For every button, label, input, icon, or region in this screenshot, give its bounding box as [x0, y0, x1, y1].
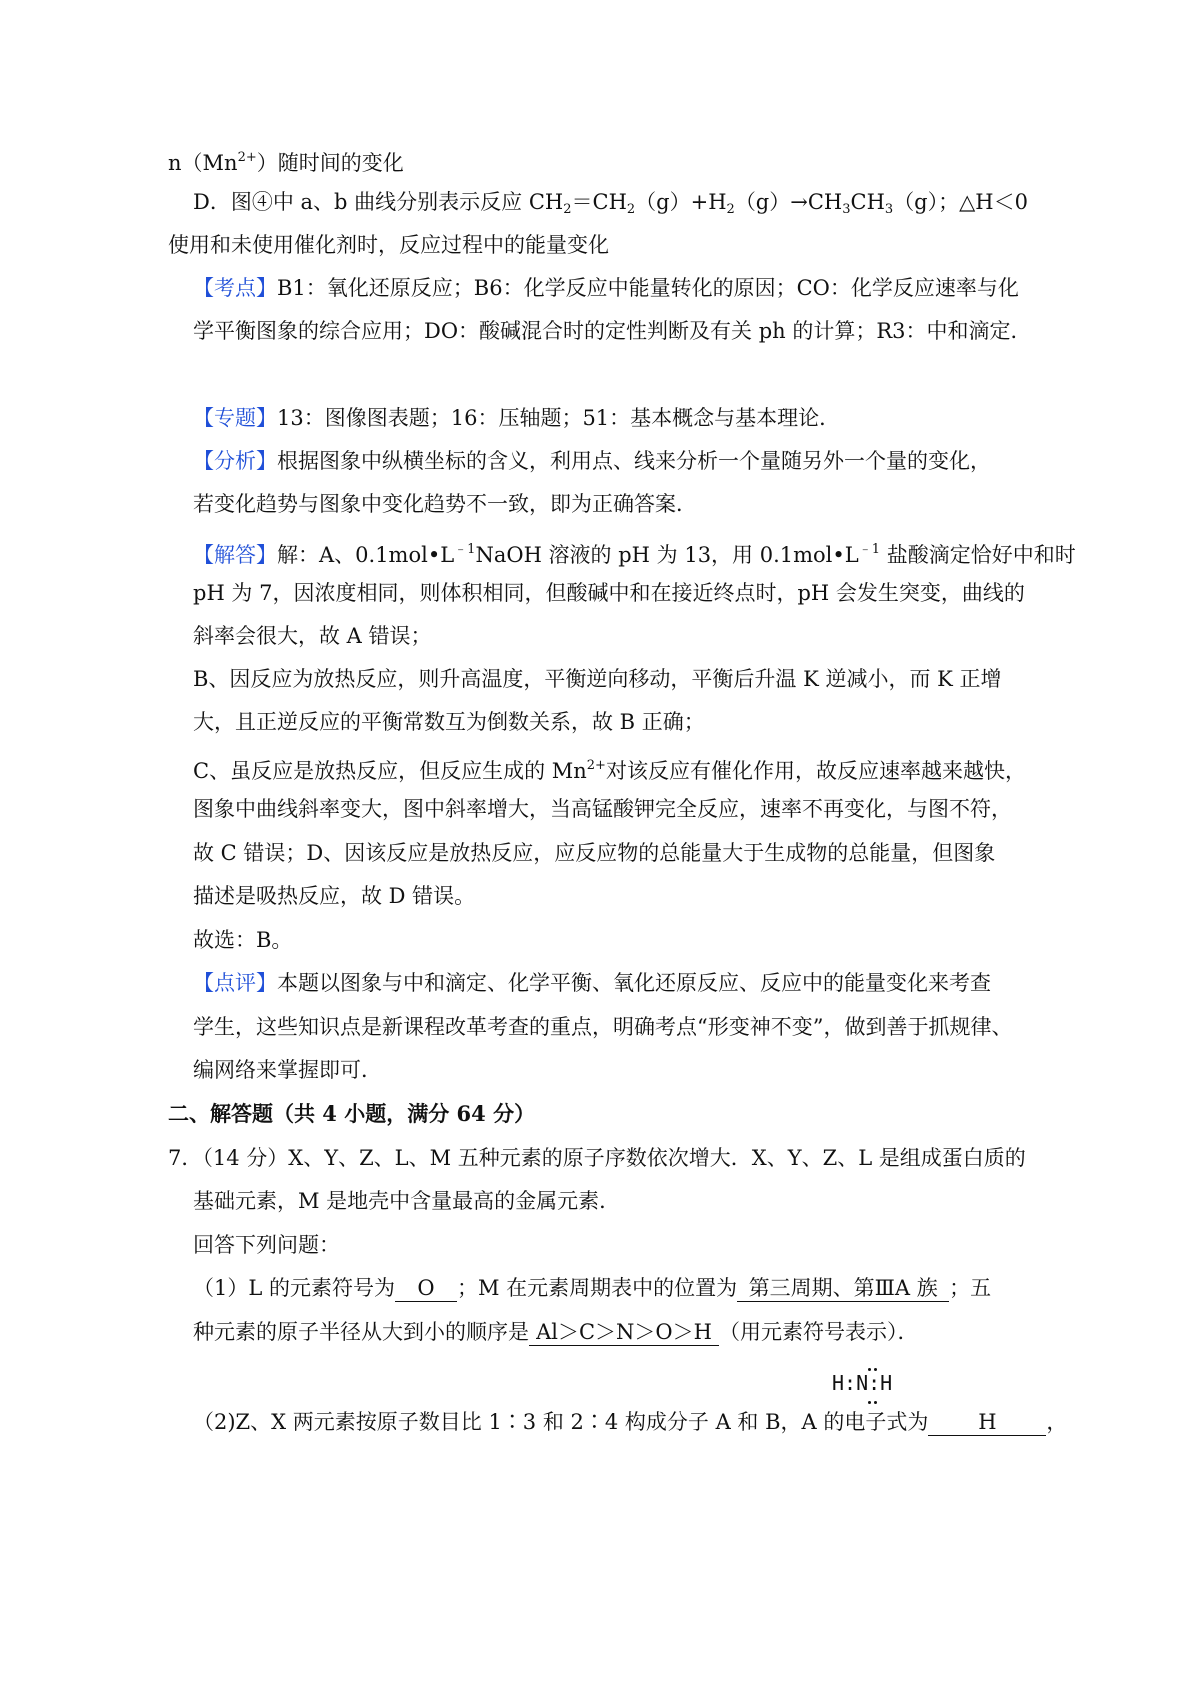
kaodian-line-1: [193, 273, 1019, 303]
superscript: ﹣1: [858, 542, 881, 557]
jieda-line-2: pH 为 7，因浓度相同，则体积相同，但酸碱中和在接近终点时，pH 会发生突变，曲线的: [193, 581, 1025, 605]
lewis-structure-bottom: H: [978, 1410, 997, 1434]
text-line: 使用和未使用催化剂时，反应过程中的能量变化: [168, 233, 609, 257]
text: n（Mn: [168, 151, 238, 175]
fenxi-line-1: [193, 446, 991, 476]
lone-pair-dots-bottom: [866, 1401, 880, 1405]
text: ；M 在元素周期表中的位置为: [456, 1276, 738, 1300]
jieda-line-3: 斜率会很大，故 A 错误；: [193, 624, 432, 648]
text-line: [168, 143, 404, 178]
question-7-line-3: 回答下列问题：: [193, 1233, 340, 1257]
text: D．图④中 a、b 曲线分别表示反应 CH: [193, 190, 564, 214]
question-7-part-1: [193, 1273, 991, 1303]
kaodian-tag: 【考点】: [193, 276, 277, 300]
zhuanti-tag: 【专题】: [193, 406, 277, 430]
zhuanti-line: [193, 403, 840, 433]
subscript: 3: [842, 202, 851, 217]
text: C、虽反应是放热反应，但反应生成的 Mn: [193, 759, 587, 783]
subscript: 2: [563, 202, 572, 217]
text: 13：图像图表题；16：压轴题；51：基本概念与基本理论．: [277, 406, 841, 430]
text: （2)Z、X 两元素按原子数目比 1∶3 和 2∶4 构成分子 A 和 B，A 的电子式为: [193, 1410, 929, 1434]
text: ）随时间的变化: [256, 151, 404, 175]
text: （g）→CH: [734, 190, 843, 214]
superscript: 2+: [586, 758, 606, 773]
text: 本题以图象与中和滴定、化学平衡、氧化还原反应、反应中的能量变化来考查: [277, 971, 991, 995]
answer-blank: 第三周期、第ⅢA 族: [737, 1275, 949, 1302]
text: B1：氧化还原反应；B6：化学反应中能量转化的原因；CO：化学反应速率与化: [277, 276, 1019, 300]
text: ，: [1046, 1410, 1068, 1434]
jieda-tag: 【解答】: [193, 543, 277, 567]
text: （g）；△H＜0: [893, 190, 1028, 214]
text: NaOH 溶液的 pH 为 13，用 0.1mol•L: [475, 543, 859, 567]
dianping-line-1: [193, 968, 991, 998]
subscript: 2: [626, 202, 636, 217]
subscript: 2: [726, 202, 735, 217]
answer-blank: Al＞C＞N＞O＞H: [529, 1319, 719, 1346]
text: 根据图象中纵横坐标的含义，利用点、线来分析一个量随另外一个量的变化，: [277, 449, 991, 473]
jieda-line-1: [193, 535, 1076, 570]
answer-blank: O: [395, 1275, 457, 1302]
lewis-structure-top: H:N:H: [832, 1371, 893, 1395]
superscript: 2+: [237, 150, 257, 165]
jieda-line-10: 故选：B。: [193, 928, 293, 952]
dianping-line-2: 学生，这些知识点是新课程改革考查的重点，明确考点“形变神不变”，做到善于抓规律、: [193, 1015, 1013, 1039]
section-heading: 二、解答题（共 4 小题，满分 64 分）: [168, 1101, 536, 1126]
question-7-line-2: 基础元素，M 是地壳中含量最高的金属元素．: [193, 1189, 621, 1213]
text: （g）+H: [635, 190, 727, 214]
superscript: ﹣1: [454, 542, 476, 557]
text: （用元素符号表示）．: [719, 1320, 919, 1344]
text: （1）L 的元素符号为: [193, 1276, 395, 1300]
question-7-part-1-cont: [193, 1317, 919, 1347]
text: ＝CH: [571, 190, 627, 214]
text: 对该反应有催化作用，故反应速率越来越快，: [605, 759, 1026, 783]
jieda-line-5: 大，且正逆反应的平衡常数互为倒数关系，故 B 正确；: [193, 710, 705, 734]
question-7-part-2: [193, 1407, 1067, 1437]
fenxi-tag: 【分析】: [193, 449, 277, 473]
text: 解：A、0.1mol•L: [277, 543, 455, 567]
lone-pair-dots-top: [866, 1368, 880, 1372]
kaodian-line-2: 学平衡图象的综合应用；DO：酸碱混合时的定性判断及有关 ph 的计算；R3：中和滴定．: [193, 319, 1032, 343]
jieda-line-8: 故 C 错误；D、因该反应是放热反应，应反应物的总能量大于生成物的总能量，但图象: [193, 841, 996, 865]
text: CH: [850, 190, 885, 214]
text: 盐酸滴定恰好中和时: [880, 543, 1076, 567]
text: ；五: [949, 1276, 992, 1300]
text: 种元素的原子半径从大到小的顺序是: [193, 1320, 529, 1344]
jieda-line-7: 图象中曲线斜率变大，图中斜率增大，当高锰酸钾完全反应，速率不再变化，与图不符，: [193, 797, 1012, 821]
question-7-line-1: 7．（14 分）X、Y、Z、L、M 五种元素的原子序数依次增大．X、Y、Z、L 是组成蛋白质的: [168, 1146, 1026, 1170]
jieda-line-4: B、因反应为放热反应，则升高温度，平衡逆向移动，平衡后升温 K 逆减小，而 K 正增: [193, 667, 1002, 691]
subscript: 3: [884, 202, 894, 217]
fenxi-line-2: 若变化趋势与图象中变化趋势不一致，即为正确答案．: [193, 492, 697, 516]
option-d-line: [193, 187, 1028, 225]
answer-blank: [928, 1409, 1046, 1436]
dianping-tag: 【点评】: [193, 971, 277, 995]
jieda-line-9: 描述是吸热反应，故 D 错误。: [193, 884, 476, 908]
jieda-line-6: [193, 751, 1026, 786]
dianping-line-3: 编网络来掌握即可．: [193, 1058, 382, 1082]
